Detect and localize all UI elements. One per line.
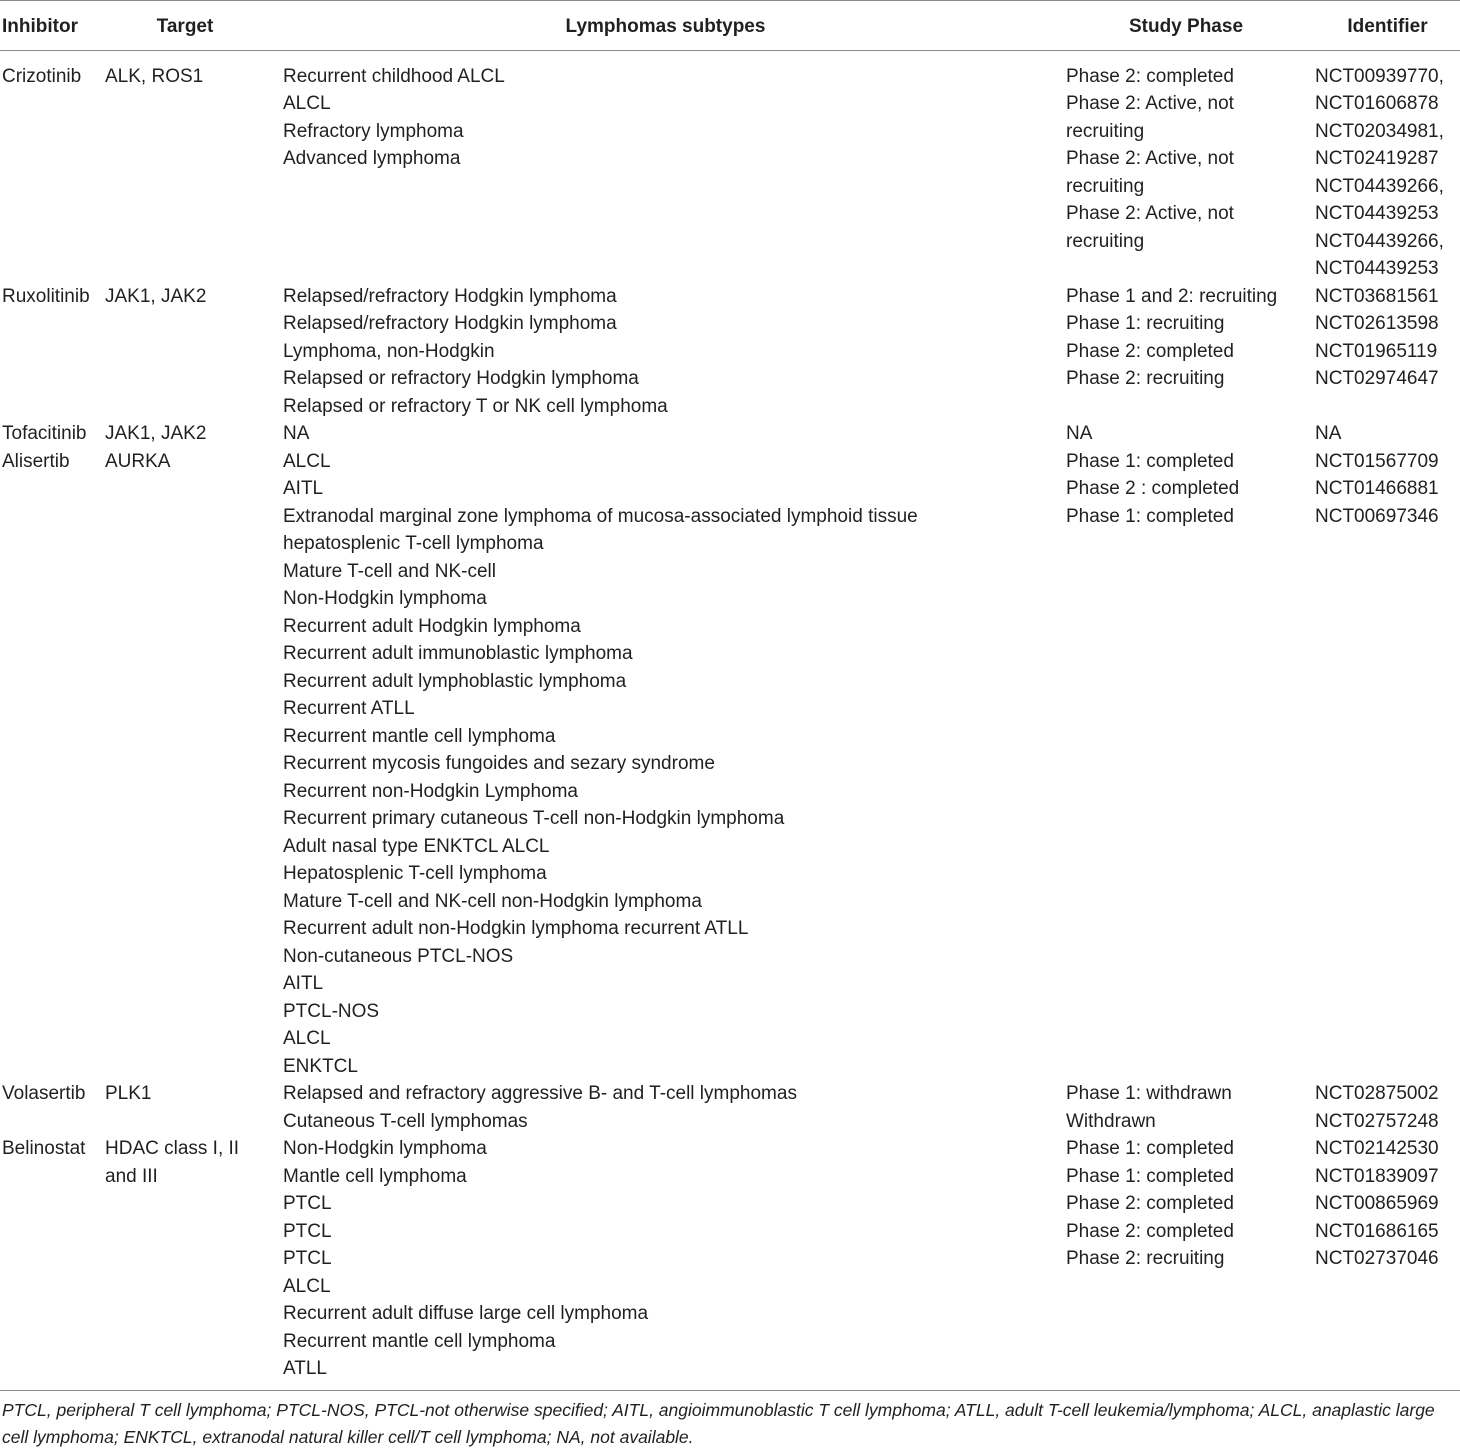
cell-target-line: JAK1, JAK2 — [105, 285, 207, 307]
header-identifier: Identifier — [1347, 16, 1428, 37]
cell-subtype-line: Non-Hodgkin lymphoma — [283, 1138, 487, 1159]
cell-subtype-line: hepatosplenic T-cell lymphoma — [283, 533, 544, 554]
cell-study-phase — [1066, 448, 1239, 531]
cell-subtype-line: Hepatosplenic T-cell lymphoma — [283, 863, 547, 884]
cell-study-phase-line: Phase 1 and 2: recruiting — [1066, 285, 1278, 307]
cell-target-line: ALK, ROS1 — [105, 65, 204, 87]
cell-subtype-line: Relapsed or refractory T or NK cell lymphoma — [283, 395, 668, 417]
cell-identifier — [1315, 283, 1439, 393]
cell-inhibitor-line: Alisertib — [2, 450, 70, 472]
cell-inhibitor — [2, 1135, 85, 1163]
cell-inhibitor — [2, 420, 87, 448]
cell-identifier-line: NCT02142530 — [1315, 1138, 1439, 1159]
cell-inhibitor-line: Volasertib — [2, 1083, 86, 1104]
cell-subtype-line: Mature T-cell and NK-cell non-Hodgkin lymphoma — [283, 890, 702, 912]
cell-subtype-line: Recurrent mycosis fungoides and sezary syndrome — [283, 753, 715, 774]
cell-study-phase — [1066, 1135, 1234, 1273]
cell-subtype-line: Relapsed/refractory Hodgkin lymphoma — [283, 313, 617, 334]
cell-study-phase-line: Phase 2 : completed — [1066, 478, 1240, 499]
cell-study-phase-line: recruiting — [1066, 230, 1145, 252]
cell-study-phase-line: recruiting — [1066, 120, 1145, 142]
cell-study-phase-line: Phase 2: Active, not — [1066, 93, 1234, 114]
cell-subtype-line: Relapsed or refractory Hodgkin lymphoma — [283, 368, 639, 389]
cell-identifier — [1315, 420, 1341, 448]
cell-subtype-line: ALCL — [283, 450, 331, 472]
cell-study-phase-line: Phase 1: recruiting — [1066, 313, 1225, 334]
cell-subtype-line: Recurrent ATLL — [283, 698, 415, 719]
cell-identifier-line: NCT02737046 — [1315, 1248, 1439, 1269]
cell-identifier-line: NCT04439253 — [1315, 203, 1439, 224]
header-inhibitor: Inhibitor — [2, 16, 78, 37]
cell-inhibitor-line: Tofacitinib — [2, 423, 87, 444]
cell-study-phase-line: Phase 1: completed — [1066, 450, 1234, 472]
cell-study-phase-line: NA — [1066, 423, 1093, 444]
cell-subtype — [283, 283, 668, 421]
cell-identifier-line: NCT04439266, — [1315, 175, 1444, 197]
cell-subtype-line: PTCL-NOS — [283, 1000, 380, 1022]
cell-identifier-line: NCT01839097 — [1315, 1165, 1439, 1187]
cell-identifier — [1315, 1080, 1439, 1135]
header-subtypes: Lymphomas subtypes — [565, 16, 766, 37]
cell-subtype-line: Cutaneous T-cell lymphomas — [283, 1110, 528, 1132]
header-study-phase: Study Phase — [1128, 16, 1244, 37]
cell-study-phase-line: Phase 1: completed — [1066, 505, 1234, 527]
cell-subtype-line: Mature T-cell and NK-cell — [283, 560, 496, 582]
cell-identifier-line: NCT02613598 — [1315, 313, 1439, 334]
cell-identifier — [1315, 1135, 1439, 1273]
cell-target-line: and III — [105, 1165, 158, 1187]
cell-identifier-line: NCT00865969 — [1315, 1193, 1439, 1214]
cell-target — [105, 63, 203, 91]
cell-subtype-line: PTCL — [283, 1248, 332, 1269]
cell-subtype-line: Extranodal marginal zone lymphoma of mucosa-associated lymphoid tissue — [283, 505, 918, 527]
cell-subtype-line: Relapsed and refractory aggressive B- and T-cell lymphomas — [283, 1083, 797, 1104]
cell-identifier-line: NCT02034981, — [1315, 120, 1444, 142]
cell-subtype-line: ALCL — [283, 1275, 331, 1297]
cell-identifier-line: NCT00697346 — [1315, 505, 1439, 527]
cell-subtype-line: Adult nasal type ENKTCL ALCL — [283, 835, 550, 857]
cell-subtype-line: Recurrent non-Hodgkin Lymphoma — [283, 780, 579, 802]
cell-subtype-line: Recurrent adult lymphoblastic lymphoma — [283, 670, 627, 692]
cell-identifier-line: NCT03681561 — [1315, 285, 1439, 307]
cell-target-line: JAK1, JAK2 — [105, 423, 207, 444]
cell-subtype-line: AITL — [283, 478, 324, 499]
cell-study-phase-line: Phase 2: Active, not — [1066, 203, 1234, 224]
cell-study-phase-line: recruiting — [1066, 175, 1145, 197]
cell-subtype-line: ALCL — [283, 93, 331, 114]
cell-subtype-line: Recurrent mantle cell lymphoma — [283, 1330, 556, 1352]
cell-inhibitor — [2, 1080, 85, 1108]
table-footnote: PTCL, peripheral T cell lymphoma; PTCL-NOS, PTCL-not otherwise specified; AITL, angioimmunoblastic T cell lymphoma; ATLL, adult T-cell leukemia/lymphoma; ALCL, anaplastic large cell lymphoma; ENKTCL, extranodal natural killer cell/T cell lymphoma; NA, not available. — [2, 1400, 1435, 1447]
cell-target — [105, 1135, 239, 1190]
cell-identifier-line: NCT04439253 — [1315, 258, 1439, 279]
cell-subtype-line: ENKTCL — [283, 1055, 358, 1077]
cell-subtype-line: ALCL — [283, 1028, 331, 1049]
cell-subtype-line: Non-cutaneous PTCL-NOS — [283, 945, 514, 967]
cell-target — [105, 420, 206, 448]
cell-study-phase-line: Withdrawn — [1066, 1110, 1156, 1132]
cell-subtype — [283, 63, 505, 173]
cell-identifier-line: NCT01567709 — [1315, 450, 1439, 472]
cell-identifier-line: NCT01606878 — [1315, 93, 1439, 114]
cell-subtype-line: Recurrent primary cutaneous T-cell non-Hodgkin lymphoma — [283, 808, 785, 829]
cell-identifier-line: NCT02757248 — [1315, 1110, 1439, 1132]
cell-subtype-line: Non-Hodgkin lymphoma — [283, 588, 487, 609]
cell-subtype-line: Recurrent childhood ALCL — [283, 65, 505, 87]
cell-identifier — [1315, 448, 1439, 531]
cell-study-phase — [1066, 283, 1277, 393]
cell-subtype-line: Recurrent adult non-Hodgkin lymphoma recurrent ATLL — [283, 918, 749, 939]
cell-subtype-line: ATLL — [283, 1358, 328, 1379]
cell-subtype — [283, 1080, 797, 1135]
cell-inhibitor-line: Crizotinib — [2, 65, 82, 87]
cell-subtype-line: Recurrent mantle cell lymphoma — [283, 725, 556, 747]
cell-study-phase-line: Phase 2: completed — [1066, 1193, 1234, 1214]
cell-subtype — [283, 1135, 648, 1383]
cell-subtype — [283, 420, 309, 448]
cell-study-phase-line: Phase 2: completed — [1066, 1220, 1234, 1242]
cell-subtype-line: PTCL — [283, 1193, 332, 1214]
cell-study-phase-line: Phase 2: recruiting — [1066, 1248, 1225, 1269]
cell-subtype-line: Recurrent adult immunoblastic lymphoma — [283, 643, 633, 664]
cell-subtype-line: NA — [283, 423, 310, 444]
table-header-rule — [0, 50, 1460, 51]
cell-target — [105, 1080, 151, 1108]
cell-identifier-line: NCT00939770, — [1315, 65, 1444, 87]
cell-subtype-line: Refractory lymphoma — [283, 120, 464, 142]
cell-inhibitor — [2, 448, 70, 476]
cell-study-phase-line: Phase 1: withdrawn — [1066, 1083, 1232, 1104]
cell-identifier-line: NCT01686165 — [1315, 1220, 1439, 1242]
cell-subtype-line: Recurrent adult diffuse large cell lymphoma — [283, 1303, 649, 1324]
cell-target-line: AURKA — [105, 450, 171, 472]
cell-identifier-line: NCT02419287 — [1315, 148, 1439, 169]
cell-study-phase-line: Phase 2: completed — [1066, 65, 1234, 87]
cell-study-phase — [1066, 63, 1234, 256]
cell-target — [105, 283, 206, 311]
cell-identifier-line: NCT02875002 — [1315, 1083, 1439, 1104]
cell-subtype-line: Mantle cell lymphoma — [283, 1165, 467, 1187]
cell-subtype-line: Advanced lymphoma — [283, 148, 461, 169]
cell-subtype-line: Relapsed/refractory Hodgkin lymphoma — [283, 285, 617, 307]
cell-subtype-line: Recurrent adult Hodgkin lymphoma — [283, 615, 581, 637]
cell-study-phase-line: Phase 2: Active, not — [1066, 148, 1234, 169]
cell-target-line: PLK1 — [105, 1083, 152, 1104]
cell-subtype — [283, 448, 918, 1081]
cell-study-phase-line: Phase 2: completed — [1066, 340, 1234, 362]
cell-target-line: HDAC class I, II — [105, 1138, 240, 1159]
cell-subtype-line: Lymphoma, non-Hodgkin — [283, 340, 495, 362]
cell-identifier-line: NCT01965119 — [1315, 340, 1438, 362]
table-top-rule — [0, 0, 1460, 1]
cell-identifier-line: NCT01466881 — [1315, 478, 1439, 499]
cell-study-phase-line: Phase 1: completed — [1066, 1138, 1234, 1159]
header-target: Target — [156, 16, 214, 37]
cell-inhibitor-line: Ruxolitinib — [2, 285, 90, 307]
cell-study-phase-line: Phase 1: completed — [1066, 1165, 1234, 1187]
cell-subtype-line: PTCL — [283, 1220, 332, 1242]
cell-inhibitor — [2, 283, 90, 311]
cell-study-phase — [1066, 1080, 1232, 1135]
cell-identifier-line: NA — [1315, 423, 1342, 444]
table-bottom-rule — [0, 1390, 1460, 1391]
cell-inhibitor-line: Belinostat — [2, 1138, 86, 1159]
cell-identifier-line: NCT04439266, — [1315, 230, 1444, 252]
cell-subtype-line: AITL — [283, 973, 324, 994]
cell-identifier-line: NCT02974647 — [1315, 368, 1439, 389]
cell-inhibitor — [2, 63, 81, 91]
cell-target — [105, 448, 170, 476]
cell-identifier — [1315, 63, 1444, 283]
cell-study-phase — [1066, 420, 1092, 448]
cell-study-phase-line: Phase 2: recruiting — [1066, 368, 1225, 389]
